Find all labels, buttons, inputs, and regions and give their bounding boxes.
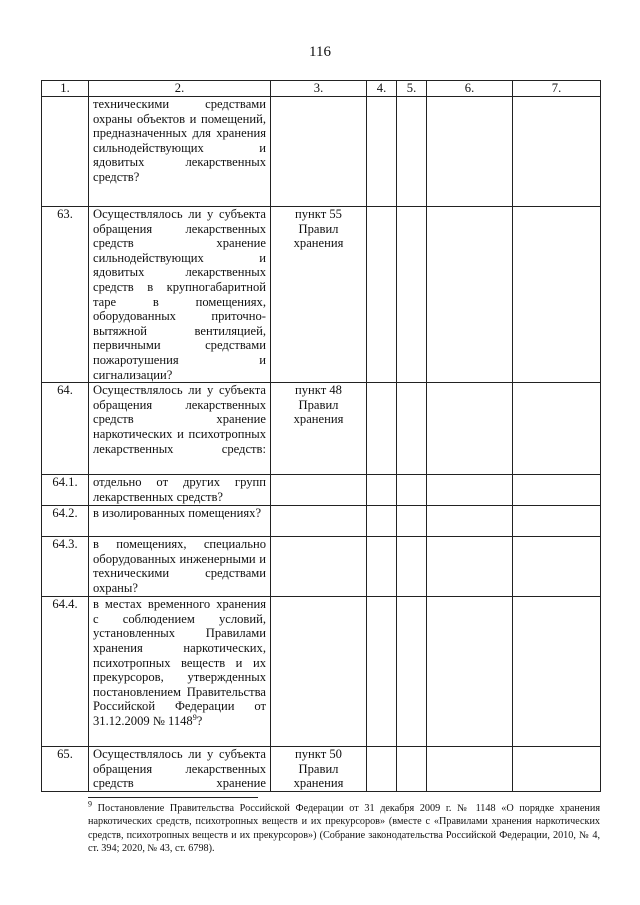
column-header-3: 3. — [271, 81, 367, 97]
row-cell-6 — [427, 747, 513, 792]
row-reference: пункт 55 Правил хранения — [271, 207, 367, 383]
row-number — [42, 97, 89, 207]
row-question: Осуществлялось ли у субъекта обращения лекарственных средств хранение сильнодействующих и ядовитых лекарственных средств в крупногабаритной таре в помещениях, оборудованных приточно-вытяжной вентиляцией, первичными средствами пожаротушения и сигнализации? — [89, 207, 271, 383]
table-row — [42, 475, 601, 506]
row-number: 64.2. — [42, 506, 89, 537]
row-cell-6 — [427, 597, 513, 747]
table-row — [42, 597, 601, 747]
footnote-marker: 9 — [88, 799, 92, 809]
row-reference — [271, 597, 367, 747]
row-cell-4 — [367, 747, 397, 792]
page-number: 116 — [309, 44, 331, 60]
row-cell-6 — [427, 207, 513, 383]
row-cell-4 — [367, 383, 397, 475]
row-cell-5 — [397, 506, 427, 537]
row-cell-4 — [367, 97, 397, 207]
column-header-2: 2. — [89, 81, 271, 97]
row-cell-7 — [513, 207, 601, 383]
row-cell-4 — [367, 506, 397, 537]
row-cell-5 — [397, 747, 427, 792]
row-cell-6 — [427, 383, 513, 475]
row-question: Осуществлялось ли у субъекта обращения лекарственных средств хранение наркотических и психотропных лекарственных средств: — [89, 383, 271, 475]
row-question: в помещениях, специально оборудованных инженерными и техническими средствами охраны? — [89, 537, 271, 597]
row-cell-6 — [427, 506, 513, 537]
row-question: отдельно от других групп лекарственных средств? — [89, 475, 271, 506]
row-cell-6 — [427, 97, 513, 207]
row-cell-6 — [427, 475, 513, 506]
table-row — [42, 207, 601, 383]
footnote-divider — [88, 797, 258, 798]
table-row — [42, 747, 601, 792]
table-header-row — [42, 81, 601, 97]
row-cell-5 — [397, 537, 427, 597]
row-cell-4 — [367, 207, 397, 383]
footnote-reference: 9 — [192, 712, 197, 722]
row-number: 64.3. — [42, 537, 89, 597]
table-row — [42, 97, 601, 207]
row-cell-4 — [367, 537, 397, 597]
column-header-6: 6. — [427, 81, 513, 97]
row-cell-7 — [513, 747, 601, 792]
row-reference — [271, 506, 367, 537]
checklist-table — [41, 80, 601, 792]
row-cell-7 — [513, 597, 601, 747]
row-reference — [271, 537, 367, 597]
row-cell-7 — [513, 537, 601, 597]
row-number: 64.1. — [42, 475, 89, 506]
row-number: 64. — [42, 383, 89, 475]
row-reference — [271, 97, 367, 207]
row-cell-5 — [397, 475, 427, 506]
row-number: 64.4. — [42, 597, 89, 747]
row-question — [89, 597, 271, 747]
row-question: в изолированных помещениях? — [89, 506, 271, 537]
row-reference: пункт 50 Правил хранения — [271, 747, 367, 792]
row-reference — [271, 475, 367, 506]
row-cell-7 — [513, 506, 601, 537]
column-header-4: 4. — [367, 81, 397, 97]
row-cell-5 — [397, 383, 427, 475]
row-cell-5 — [397, 597, 427, 747]
footnote-text: Постановление Правительства Российской Федерации от 31 декабря 2009 г. № 1148 «О порядке хранения наркотических средств, психотропных веществ и их прекурсоров» (вместе с «Правилами хранения наркотических средств, психотропных веществ и их прекурсоров») (Собрание законодательства Российской Федерации, 2010, № 4, ст. 394; 2020, № 43, ст. 6798). — [88, 803, 600, 855]
row-question: техническими средствами охраны объектов и помещений, предназначенных для хранения сильнодействующих и ядовитых лекарственных средств? — [89, 97, 271, 207]
row-cell-7 — [513, 383, 601, 475]
row-question-text: в местах временного хранения с соблюдением условий, установленных Правилами хранения наркотических, психотропных веществ и их прекурсоров, утвержденных постановлением Правительства Российской Федерации от 31.12.2009 № 1148 — [93, 597, 266, 728]
row-question-end: ? — [196, 713, 203, 728]
row-number: 63. — [42, 207, 89, 383]
column-header-1: 1. — [42, 81, 89, 97]
row-cell-7 — [513, 97, 601, 207]
row-cell-4 — [367, 475, 397, 506]
column-header-7: 7. — [513, 81, 601, 97]
table-row — [42, 537, 601, 597]
row-reference: пункт 48 Правил хранения — [271, 383, 367, 475]
column-header-5: 5. — [397, 81, 427, 97]
row-number: 65. — [42, 747, 89, 792]
row-cell-4 — [367, 597, 397, 747]
row-question: Осуществлялось ли у субъекта обращения лекарственных средств хранение — [89, 747, 271, 792]
footnote — [88, 799, 600, 856]
row-cell-7 — [513, 475, 601, 506]
row-cell-6 — [427, 537, 513, 597]
row-cell-5 — [397, 97, 427, 207]
row-cell-5 — [397, 207, 427, 383]
table-row — [42, 383, 601, 475]
table-row — [42, 506, 601, 537]
